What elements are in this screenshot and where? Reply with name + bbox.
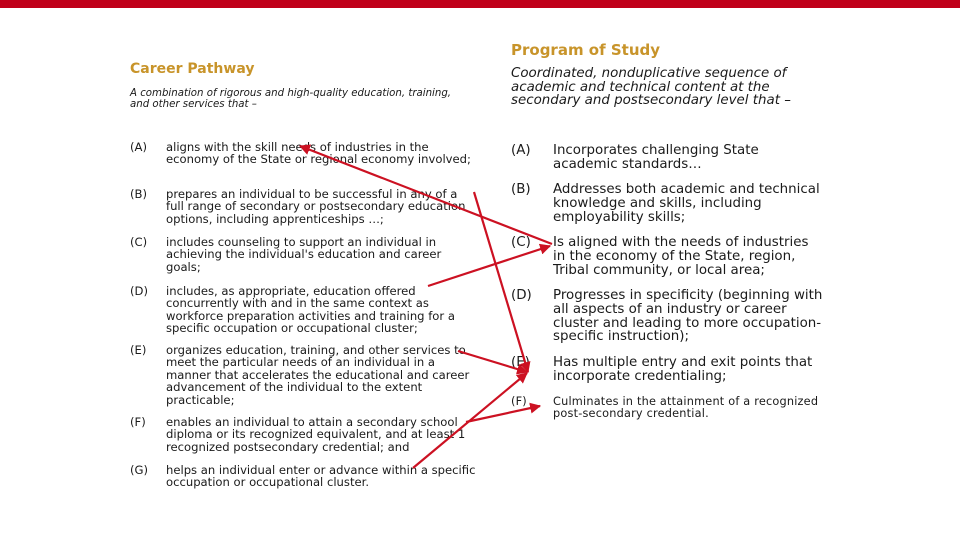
item-marker: (B) (130, 187, 148, 201)
item-text: Culminates in the attainment of a recognized post-secondary credential. (553, 395, 819, 420)
item-marker: (E) (130, 343, 147, 357)
item-text: prepares an individual to be successful in any of a full range of secondary or postsecondary education options, including apprenticeships …; (166, 187, 466, 226)
item-marker: (E) (511, 355, 530, 370)
item-marker: (F) (130, 415, 146, 429)
item-marker: (C) (511, 235, 531, 250)
career-pathway-intro: A combination of rigorous and high-quality education, training, and other services that – (130, 88, 452, 111)
arrow-f-to-f (466, 406, 540, 422)
arrow-b-to-e (474, 192, 528, 372)
top-accent-bar (0, 0, 960, 8)
item-marker: (F) (511, 395, 527, 408)
item-text: aligns with the skill needs of industries in the economy of the State or regional economy involved; (166, 140, 471, 167)
item-marker: (G) (130, 463, 149, 477)
career-pathway-heading: Career Pathway (130, 61, 255, 77)
item-text: helps an individual enter or advance within a specific occupation or occupational cluster. (166, 463, 476, 490)
item-marker: (C) (130, 235, 148, 249)
item-marker: (D) (130, 284, 148, 298)
item-marker: (A) (511, 143, 531, 158)
item-text: enables an individual to attain a secondary school diploma or its recognized equivalent, and at least 1 recognized postsecondary credential; and (166, 415, 466, 454)
item-marker: (D) (511, 288, 532, 303)
item-text: Has multiple entry and exit points that incorporate credentialing; (553, 355, 813, 384)
item-text: includes, as appropriate, education offered concurrently with and in the same context as workforce preparation activities and training for a specific occupation or occupational cluster; (166, 284, 455, 336)
program-of-study-heading: Program of Study (511, 41, 661, 59)
item-text: Progresses in specificity (beginning with all aspects of an industry or career cluster and leading to more occupation-specific instruction); (553, 288, 823, 345)
item-marker: (A) (130, 140, 147, 154)
item-text: Is aligned with the needs of industries in the economy of the State, region, Tribal community, or local area; (553, 235, 809, 278)
item-marker: (B) (511, 182, 531, 197)
item-text: organizes education, training, and other services to meet the particular needs of an individual in a manner that accelerates the educational and career advancement of the individual to the extent practicable; (166, 343, 470, 407)
item-text: Addresses both academic and technical knowledge and skills, including employability skills; (553, 182, 820, 225)
item-text: includes counseling to support an individual in achieving the individual's education and career goals; (166, 235, 442, 274)
item-text: Incorporates challenging State academic standards… (553, 143, 759, 172)
program-of-study-intro: Coordinated, nonduplicative sequence of academic and technical content at the secondary and postsecondary level that – (511, 66, 791, 109)
